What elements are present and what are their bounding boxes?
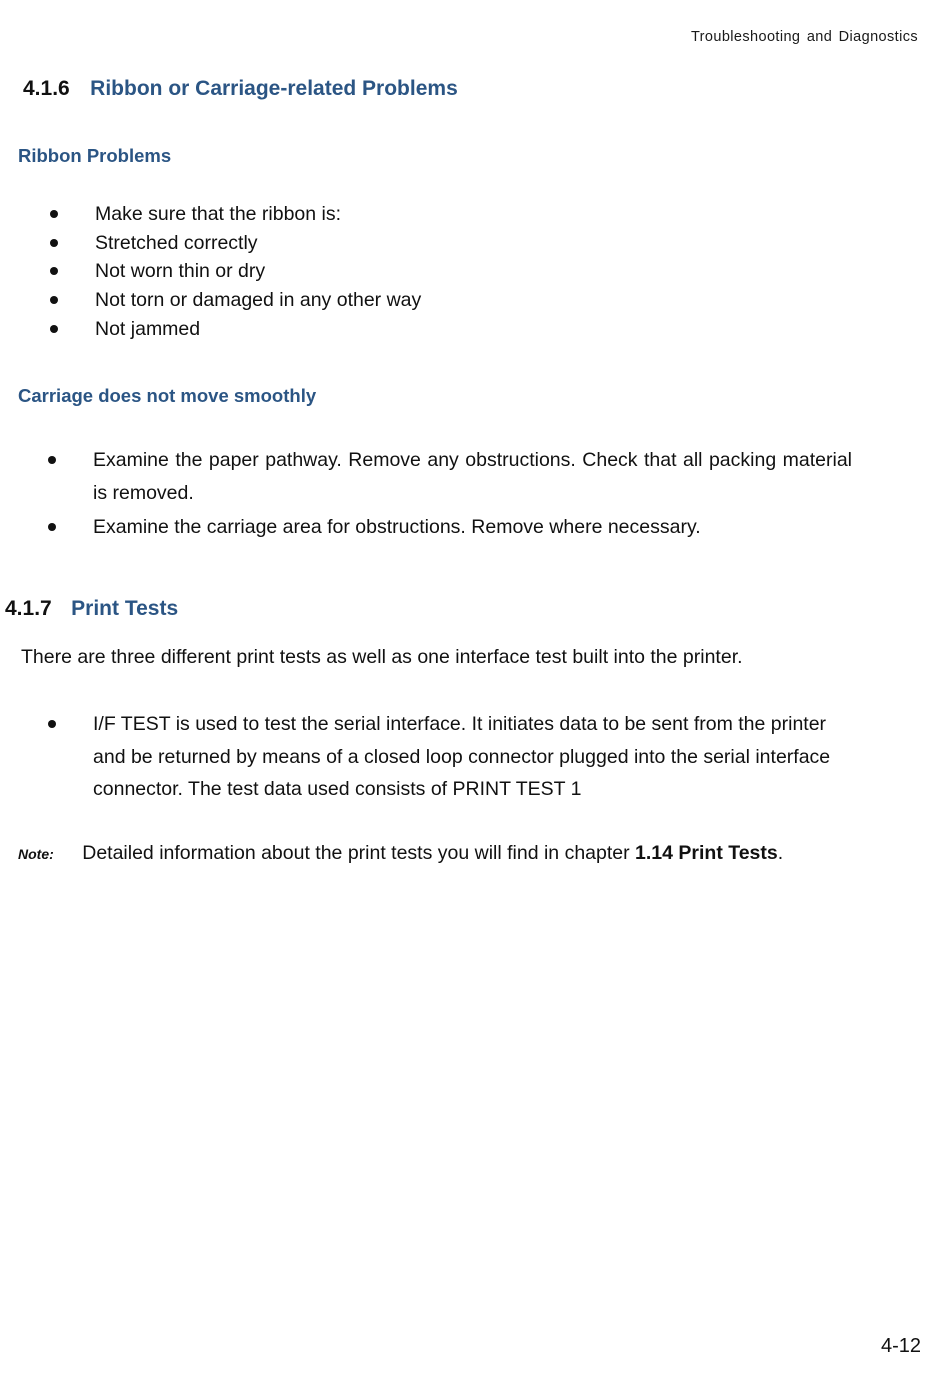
bullet-icon — [50, 267, 58, 275]
note — [18, 842, 783, 865]
print-tests-list — [48, 708, 852, 806]
section-number: 4.1.7 — [5, 597, 52, 620]
bullet-icon — [48, 720, 56, 728]
section-number: 4.1.6 — [23, 77, 70, 100]
bullet-icon — [50, 210, 58, 218]
list-item — [50, 315, 870, 344]
section-4-1-7-heading — [5, 597, 178, 621]
bullet-icon — [48, 456, 56, 464]
bullet-icon — [48, 523, 56, 531]
list-item-text: Not worn thin or dry — [95, 260, 266, 283]
list-item-text: Examine the carriage area for obstructions. Remove where necessary. — [93, 516, 701, 538]
list-item-text: Not jammed — [95, 317, 201, 340]
carriage-heading: Carriage does not move smoothly — [18, 385, 317, 406]
ribbon-checklist — [50, 200, 870, 343]
list-item-text: Stretched correctly — [95, 231, 258, 254]
page-number: 4-12 — [880, 1335, 921, 1357]
list-item-text: I/F TEST is used to test the serial interface. It initiates data to be sent from the printer and be returned by means of a closed loop connector plugged into the serial interface connector. The test data used consists of PRINT TEST 1 — [93, 713, 831, 800]
carriage-checklist — [48, 444, 852, 546]
bullet-icon — [50, 239, 58, 247]
list-item — [50, 229, 870, 258]
section-title: Print Tests — [71, 597, 179, 620]
ribbon-problems-heading: Ribbon Problems — [18, 145, 172, 166]
list-item — [50, 200, 870, 229]
list-item — [48, 444, 852, 509]
section-title: Ribbon or Carriage-related Problems — [90, 77, 458, 100]
section-4-1-6-heading — [23, 77, 458, 101]
list-item — [48, 708, 852, 806]
running-header: Troubleshooting and Diagnostics — [690, 29, 918, 45]
note-text-before: Detailed information about the print tests you will find in chapter — [82, 842, 636, 864]
list-item-text: Examine the paper pathway. Remove any obstructions. Check that all packing material is removed. — [93, 449, 852, 504]
bullet-icon — [50, 325, 58, 333]
bullet-icon — [50, 296, 58, 304]
chapter-reference: 1.14 Print Tests — [635, 842, 778, 864]
list-item-text: Not torn or damaged in any other way — [95, 289, 422, 312]
note-label: Note: — [18, 846, 54, 862]
note-text — [82, 842, 783, 864]
print-tests-intro: There are three different print tests as well as one interface test built into the printer. — [21, 646, 743, 668]
note-text-after: . — [777, 842, 784, 864]
list-item — [48, 511, 852, 544]
list-item — [50, 257, 870, 286]
list-item-text: Make sure that the ribbon is: — [95, 203, 342, 225]
list-item — [50, 286, 870, 315]
